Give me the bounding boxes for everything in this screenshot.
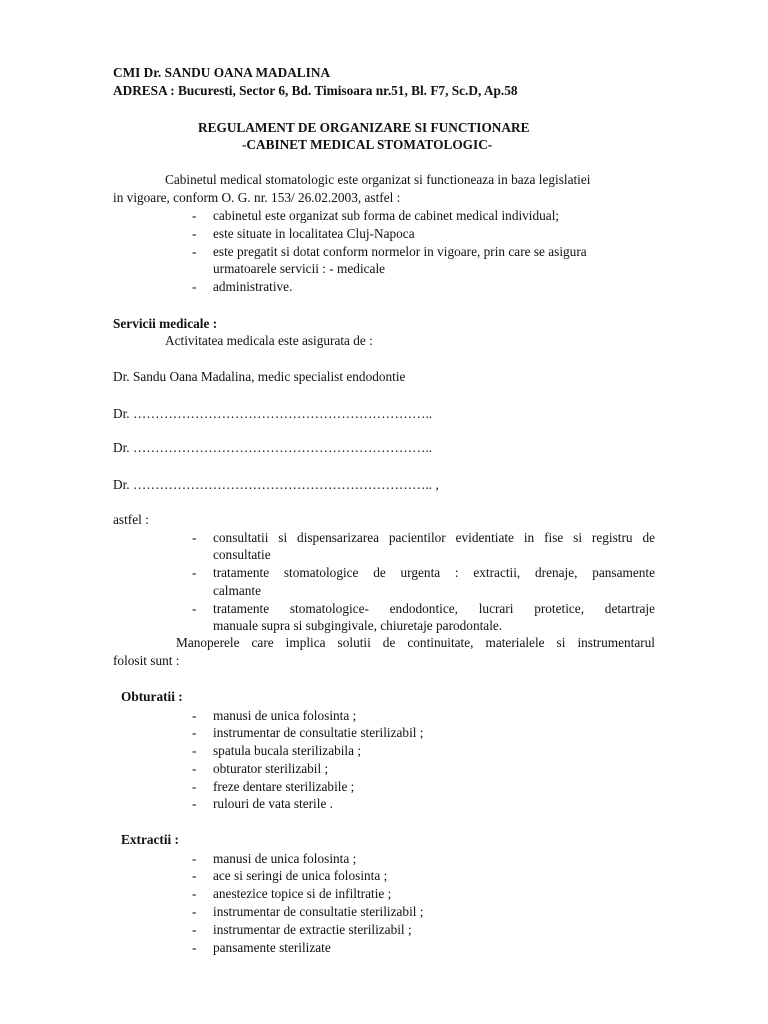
list-item: manusi de unica folosinta ; [213,851,357,866]
list-item-continuation: urmatoarele servicii : - medicale [213,261,386,276]
list-dash: - [192,851,197,866]
doctor-placeholder-2: Dr. ………………………………………………………….. [113,440,433,455]
list-dash: - [192,922,197,937]
list-item: administrative. [213,279,293,294]
clinic-address: ADRESA : Bucuresti, Sector 6, Bd. Timisoara nr.51, Bl. F7, Sc.D, Ap.58 [113,83,518,98]
list-item: instrumentar de extractie sterilizabil ; [213,922,412,937]
doctor-placeholder-1: Dr. ………………………………………………………….. [113,406,433,421]
title-line-1: REGULAMENT DE ORGANIZARE SI FUNCTIONARE [198,120,530,135]
doctor-placeholder-3: Dr. ………………………………………………………….. , [113,477,439,492]
list-dash: - [192,904,197,919]
list-item: instrumentar de consultatie sterilizabil ; [213,725,424,740]
list-dash: - [192,886,197,901]
list-item: este pregatit si dotat conform normelor in vigoare, prin care se asigura [213,244,587,259]
intro-line-1: Cabinetul medical stomatologic este organizat si functioneaza in baza legislatiei [165,172,591,187]
maneuver-line-1: Manoperele care implica solutii de continuitate, materialele si instrumentarul [176,635,655,650]
maneuver-line-2: folosit sunt : [113,653,180,668]
list-dash: - [192,565,197,580]
list-item: tratamente stomatologice- endodontice, lucrari protetice, detartraje [213,601,655,616]
list-dash: - [192,244,197,259]
list-dash: - [192,940,197,955]
list-item: manusi de unica folosinta ; [213,708,357,723]
list-dash: - [192,796,197,811]
medical-services-heading: Servicii medicale : [113,316,218,331]
extractii-heading: Extractii : [121,832,179,847]
list-item: rulouri de vata sterile . [213,796,333,811]
list-dash: - [192,601,197,616]
list-dash: - [192,761,197,776]
list-item: pansamente sterilizate [213,940,331,955]
medical-activity-line: Activitatea medicala este asigurata de : [165,333,373,348]
list-item-continuation: consultatie [213,547,271,562]
astfel-label: astfel : [113,512,149,527]
list-dash: - [192,779,197,794]
list-item: freze dentare sterilizabile ; [213,779,355,794]
obturatii-heading: Obturatii : [121,689,183,704]
list-item: spatula bucala sterilizabila ; [213,743,362,758]
list-dash: - [192,725,197,740]
intro-line-2: in vigoare, conform O. G. nr. 153/ 26.02.2003, astfel : [113,190,401,205]
title-line-2: -CABINET MEDICAL STOMATOLOGIC- [242,137,493,152]
list-item-continuation: manuale supra si subgingivale, chiuretaje parodontale. [213,618,503,633]
list-item: instrumentar de consultatie sterilizabil ; [213,904,424,919]
list-dash: - [192,708,197,723]
list-item: anestezice topice si de infiltratie ; [213,886,392,901]
list-item: este situate in localitatea Cluj-Napoca [213,226,415,241]
list-item: obturator sterilizabil ; [213,761,329,776]
list-dash: - [192,530,197,545]
clinic-name: CMI Dr. SANDU OANA MADALINA [113,65,331,80]
list-item: tratamente stomatologice de urgenta : extractii, drenaje, pansamente [213,565,655,580]
list-item: ace si seringi de unica folosinta ; [213,868,388,883]
list-item: consultatii si dispensarizarea pacientilor evidentiate in fise si registru de [213,530,655,545]
list-item: cabinetul este organizat sub forma de cabinet medical individual; [213,208,560,223]
list-dash: - [192,868,197,883]
list-dash: - [192,208,197,223]
doctor-line: Dr. Sandu Oana Madalina, medic specialist endodontie [113,369,406,384]
list-dash: - [192,743,197,758]
list-dash: - [192,279,197,294]
list-dash: - [192,226,197,241]
list-item-continuation: calmante [213,583,261,598]
